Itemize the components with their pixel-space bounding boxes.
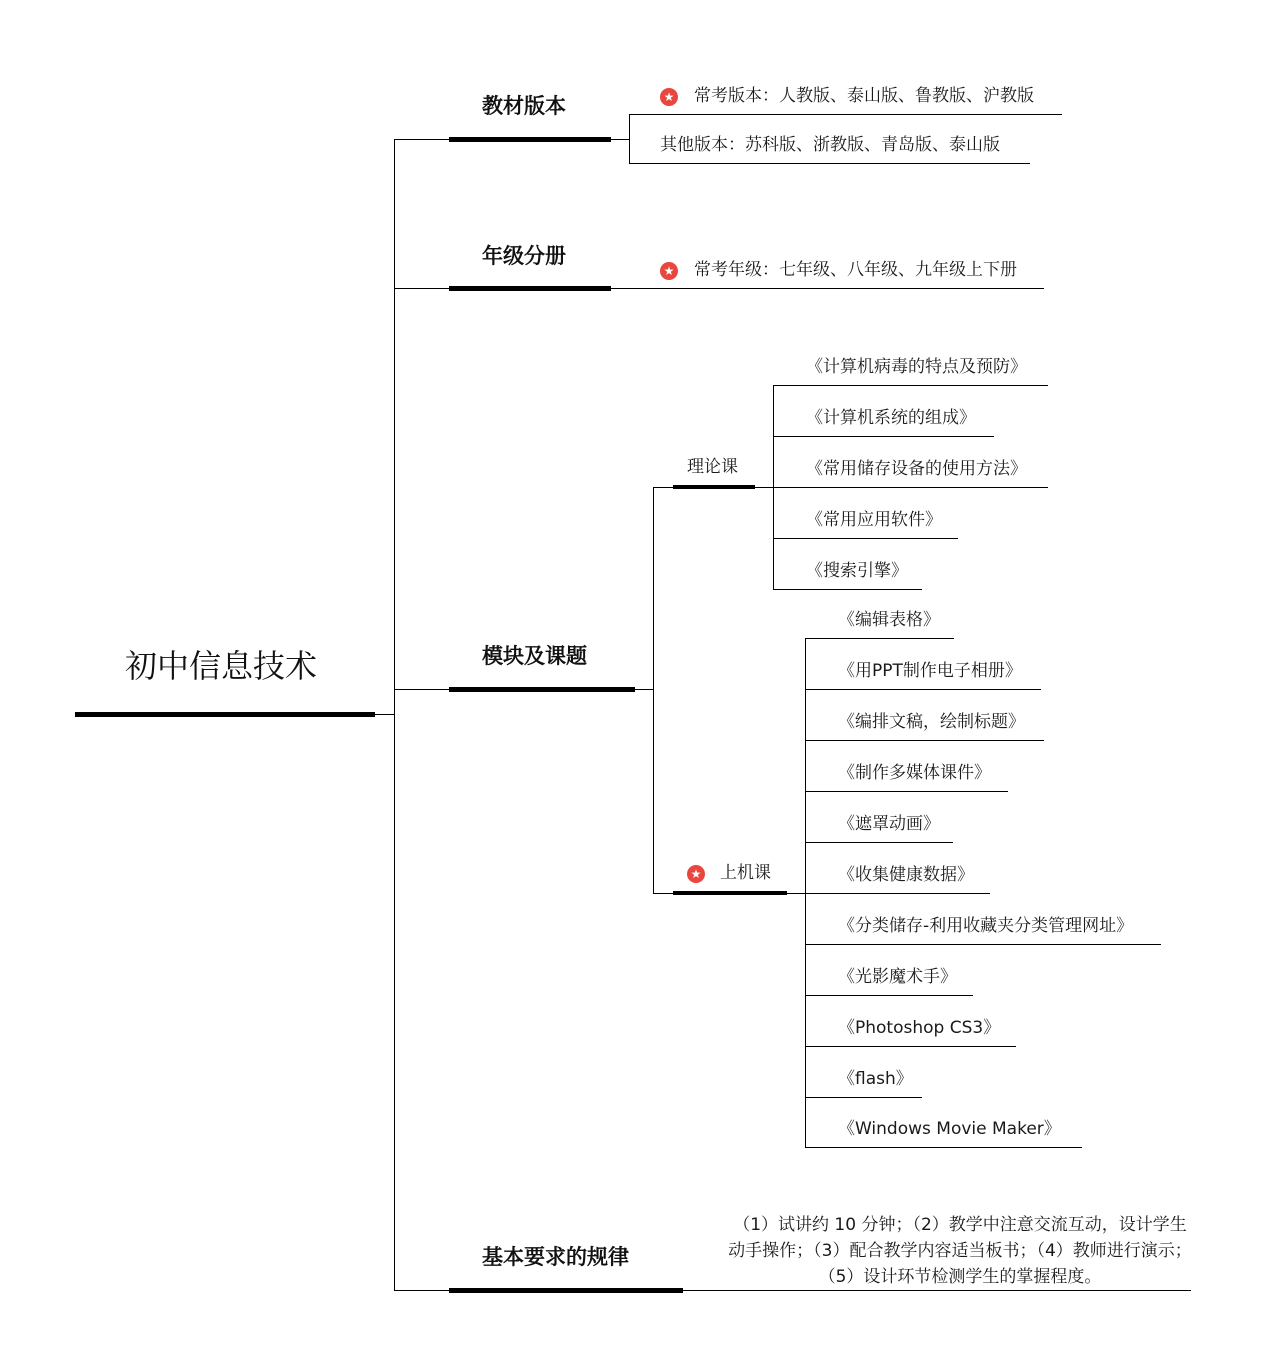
g2-item3-underline bbox=[805, 740, 1044, 741]
g2-item11-text: 《Windows Movie Maker》 bbox=[838, 1119, 1061, 1139]
g1-item4-text: 《常用应用软件》 bbox=[806, 510, 942, 530]
g2-item10-underline bbox=[805, 1097, 922, 1098]
g1-item1-underline bbox=[773, 385, 1048, 386]
branch1-underline bbox=[449, 137, 611, 142]
b1-item2-text: 其他版本：苏科版、浙教版、青岛版、泰山版 bbox=[660, 135, 1000, 155]
branch1-sub-spine bbox=[629, 114, 630, 164]
g1-item3-text: 《常用储存设备的使用方法》 bbox=[806, 459, 1027, 479]
g2-item7-underline bbox=[805, 944, 1161, 945]
root-connector bbox=[375, 714, 395, 715]
g2-item3-text: 《编排文稿，绘制标题》 bbox=[838, 712, 1025, 732]
b2-item1-text: 常考年级：七年级、八年级、九年级上下册 bbox=[694, 260, 1017, 280]
g2-item2-text: 《用PPT制作电子相册》 bbox=[838, 661, 1022, 681]
g1-item2-text: 《计算机系统的组成》 bbox=[806, 408, 976, 428]
branch-title-requirements: 基本要求的规律 bbox=[482, 1245, 629, 1269]
requirements-paragraph: （1）试讲约 10 分钟；（2）教学中注意交流互动，设计学生动手操作；（3）配合教学内容适当板书；（4）教师进行演示；（5）设计环节检测学生的掌握程度。 bbox=[728, 1215, 1192, 1287]
g2-item5-text: 《遮罩动画》 bbox=[838, 814, 940, 834]
star-icon: ★ bbox=[660, 88, 678, 106]
g2-item9-text: 《Photoshop CS3》 bbox=[838, 1018, 1001, 1038]
root-title: 初中信息技术 bbox=[125, 647, 318, 685]
g2-item8-underline bbox=[805, 995, 973, 996]
root-underline bbox=[75, 712, 375, 717]
g2-item1-underline bbox=[805, 638, 954, 639]
branch-title-grade: 年级分册 bbox=[482, 244, 566, 268]
branch3-underline bbox=[449, 687, 635, 692]
branch4-underline bbox=[449, 1288, 683, 1293]
b2-item1-underline bbox=[611, 288, 1044, 289]
group-title-theory: 理论课 bbox=[687, 457, 738, 477]
g1-item2-underline bbox=[773, 436, 994, 437]
g2-item4-text: 《制作多媒体课件》 bbox=[838, 763, 991, 783]
g1-item1-text: 《计算机病毒的特点及预防》 bbox=[806, 357, 1027, 377]
b4-paragraph-underline bbox=[683, 1290, 1191, 1291]
group-title-lab: 上机课 bbox=[720, 863, 771, 883]
g2-item4-underline bbox=[805, 791, 1008, 792]
g1-item4-underline bbox=[773, 538, 958, 539]
group2-to-items bbox=[787, 893, 806, 894]
group1-connector bbox=[653, 487, 673, 488]
g2-item7-text: 《分类储存-利用收藏夹分类管理网址》 bbox=[838, 916, 1134, 936]
g2-item8-text: 《光影魔术手》 bbox=[838, 967, 957, 987]
g2-item11-underline bbox=[805, 1147, 1082, 1148]
branch-title-modules: 模块及课题 bbox=[482, 644, 587, 668]
g2-item6-underline bbox=[805, 893, 990, 894]
group1-to-items bbox=[755, 487, 774, 488]
star-icon: ★ bbox=[687, 865, 705, 883]
g2-item10-text: 《flash》 bbox=[838, 1069, 913, 1089]
g2-item9-underline bbox=[805, 1046, 1016, 1047]
branch3-connector bbox=[394, 689, 450, 690]
branch1-to-sub bbox=[611, 139, 630, 140]
g2-item1-text: 《编辑表格》 bbox=[838, 610, 940, 630]
g2-item2-underline bbox=[805, 689, 1041, 690]
branch1-connector bbox=[394, 139, 450, 140]
g1-item5-text: 《搜索引擎》 bbox=[806, 561, 908, 581]
branch3-to-groups bbox=[635, 689, 654, 690]
b1-item1-underline bbox=[629, 114, 1062, 115]
branch3-group-spine bbox=[653, 487, 654, 893]
group2-underline bbox=[673, 891, 787, 895]
branch2-underline bbox=[449, 286, 611, 291]
group1-underline bbox=[673, 485, 755, 489]
g1-item5-underline bbox=[773, 589, 922, 590]
branch2-connector bbox=[394, 288, 450, 289]
main-spine bbox=[394, 139, 395, 1291]
b1-item2-underline bbox=[629, 163, 1030, 164]
b1-item1-text: 常考版本：人教版、泰山版、鲁教版、沪教版 bbox=[694, 86, 1034, 106]
g1-item3-underline bbox=[773, 487, 1048, 488]
g2-item6-text: 《收集健康数据》 bbox=[838, 865, 974, 885]
group2-connector bbox=[653, 893, 673, 894]
branch-title-textbook-version: 教材版本 bbox=[482, 94, 566, 118]
g2-item5-underline bbox=[805, 842, 953, 843]
star-icon: ★ bbox=[660, 262, 678, 280]
branch4-connector bbox=[394, 1290, 450, 1291]
